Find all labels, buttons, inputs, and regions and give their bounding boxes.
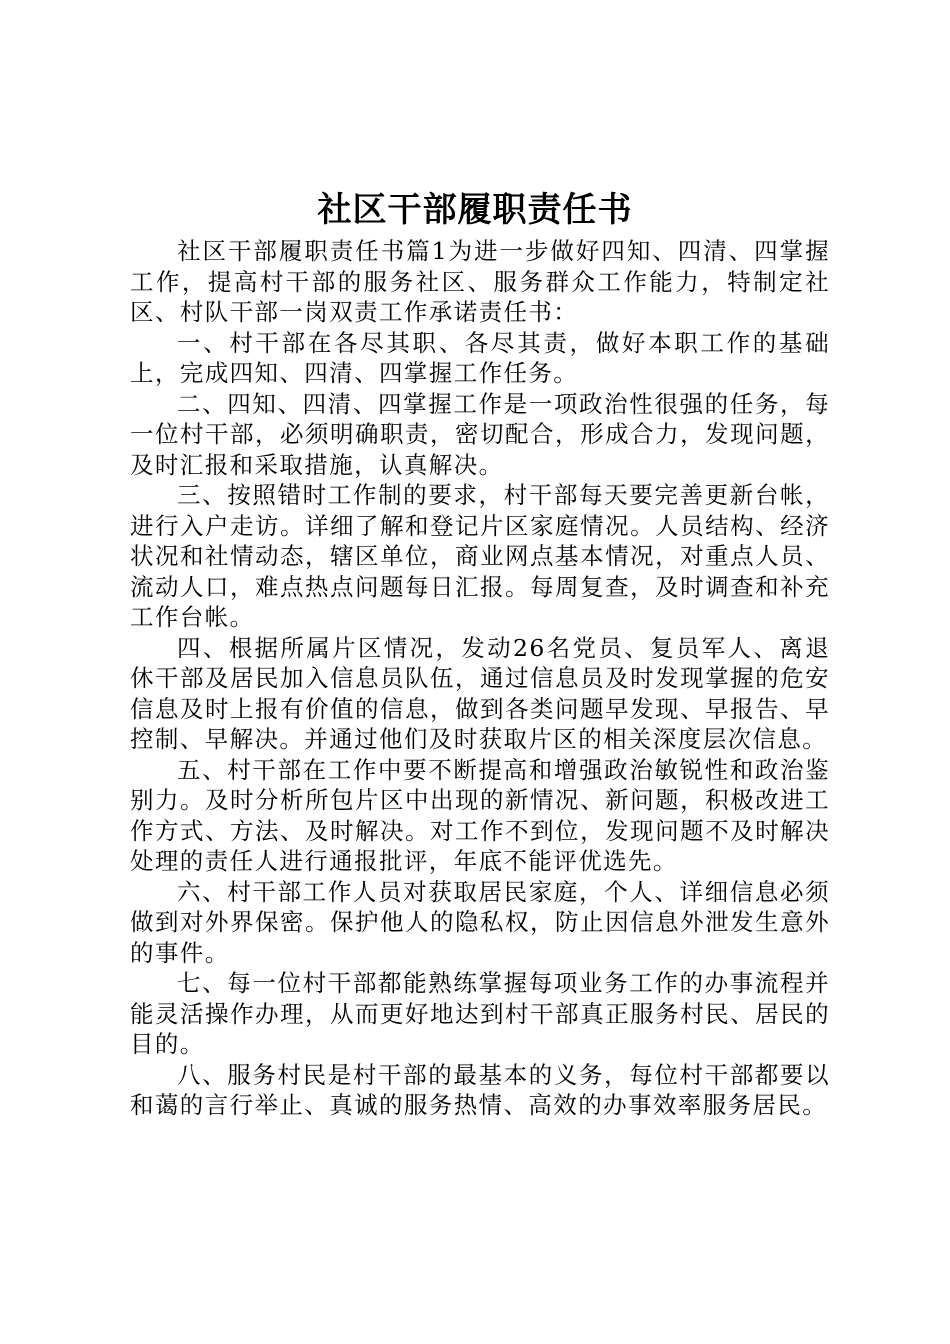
- paragraph-item-4: 四、根据所属片区情况，发动26名党员、复员军人、离退休干部及居民加入信息员队伍，通过信息员及时发现掌握的危安信息及时上报有价值的信息，做到各类问题早发现、早报告、早控制、早解决。并通过他们及时获取片区的相关深度层次信息。: [130, 633, 830, 753]
- paragraph-item-1: 一、村干部在各尽其职、各尽其责，做好本职工作的基础上，完成四知、四清、四掌握工作任务。: [130, 328, 830, 387]
- document-title: 社区干部履职责任书: [317, 190, 633, 230]
- paragraph-item-8: 八、服务村民是村干部的最基本的义务，每位村干部都要以和蔼的言行举止、真诚的服务热情、高效的办事效率服务居民。: [130, 1060, 830, 1119]
- paragraph-intro: 社区干部履职责任书篇1为进一步做好四知、四清、四掌握工作，提高村干部的服务社区、服务群众工作能力，特制定社区、村队干部一岗双责工作承诺责任书：: [130, 237, 830, 326]
- paragraph-item-5: 五、村干部在工作中要不断提高和增强政治敏锐性和政治鉴别力。及时分析所包片区中出现的新情况、新问题，积极改进工作方式、方法、及时解决。对工作不到位，发现问题不及时解决处理的责任人进行通报批评，年底不能评优选先。: [130, 755, 830, 875]
- paragraph-item-7: 七、每一位村干部都能熟练掌握每项业务工作的办事流程并能灵活操作办理，从而更好地达到村干部真正服务村民、居民的目的。: [130, 969, 830, 1058]
- paragraph-item-2: 二、四知、四清、四掌握工作是一项政治性很强的任务，每一位村干部，必须明确职责，密切配合，形成合力，发现问题，及时汇报和采取措施，认真解决。: [130, 389, 830, 479]
- document-body: [130, 236, 830, 1121]
- paragraph-item-3: 三、按照错时工作制的要求，村干部每天要完善更新台帐，进行入户走访。详细了解和登记片区家庭情况。人员结构、经济状况和社情动态，辖区单位，商业网点基本情况，对重点人员、流动人口，难点热点问题每日汇报。每周复查，及时调查和补充工作台帐。: [130, 481, 830, 631]
- paragraph-item-6: 六、村干部工作人员对获取居民家庭，个人、详细信息必须做到对外界保密。保护他人的隐私权，防止因信息外泄发生意外的事件。: [130, 877, 830, 967]
